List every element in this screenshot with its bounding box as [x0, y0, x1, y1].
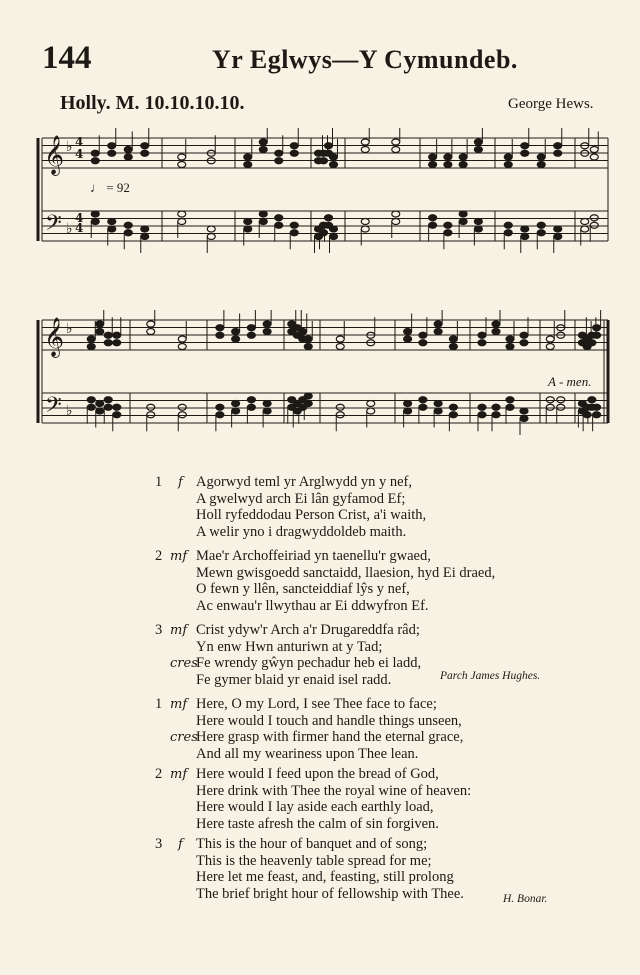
- notehead: [537, 222, 545, 228]
- notehead: [232, 329, 240, 335]
- notehead: [593, 404, 601, 410]
- dynamic-marking: f: [178, 475, 183, 490]
- flat-icon: ♭: [66, 321, 73, 337]
- notehead: [178, 211, 186, 217]
- notehead: [263, 401, 271, 407]
- notehead: [108, 143, 116, 149]
- notehead: [247, 397, 255, 403]
- notehead: [141, 150, 149, 156]
- notehead: [459, 154, 467, 160]
- notehead: [87, 404, 95, 410]
- notehead: [434, 401, 442, 407]
- notehead: [537, 154, 545, 160]
- notehead: [207, 234, 215, 240]
- notehead: [449, 404, 457, 410]
- notehead: [588, 340, 596, 346]
- notehead: [590, 147, 598, 153]
- notehead: [404, 329, 412, 335]
- notehead: [429, 154, 437, 160]
- notehead: [141, 226, 149, 232]
- verse-line: A gwelwyd arch Ei lân gyfamod Ef;: [196, 490, 406, 507]
- notehead: [275, 222, 283, 228]
- notehead: [216, 332, 224, 338]
- notehead: [178, 344, 186, 350]
- notehead: [299, 329, 307, 335]
- notehead: [492, 321, 500, 327]
- notehead: [108, 219, 116, 225]
- notehead: [593, 332, 601, 338]
- notehead: [104, 340, 112, 346]
- verse-line: A welir yno i dragwyddoldeb maith.: [196, 523, 407, 540]
- notehead: [434, 329, 442, 335]
- notehead: [504, 222, 512, 228]
- notehead: [330, 154, 338, 160]
- english-attribution: H. Bonar.: [503, 893, 548, 905]
- notehead: [429, 162, 437, 168]
- notehead: [124, 147, 132, 153]
- amen-text: A - men.: [548, 374, 592, 389]
- notehead: [521, 150, 529, 156]
- flat-icon: ♭: [66, 403, 73, 419]
- notehead: [506, 404, 514, 410]
- notehead: [478, 332, 486, 338]
- verse-line: O fewn y llên, sancteiddiaf lŷs y nef,: [196, 581, 410, 597]
- notehead: [554, 226, 562, 232]
- notehead: [361, 139, 369, 145]
- notehead: [474, 139, 482, 145]
- notehead: [304, 336, 312, 342]
- notehead: [590, 154, 598, 160]
- notehead: [87, 344, 95, 350]
- notehead: [259, 147, 267, 153]
- verse-line: Here would I lay aside each earthly load,: [196, 799, 434, 815]
- notehead: [216, 412, 224, 418]
- verse-number: 3: [155, 836, 163, 852]
- notehead: [207, 226, 215, 232]
- notehead: [392, 147, 400, 153]
- notehead: [504, 230, 512, 236]
- verse-number: 3: [155, 622, 163, 638]
- verse-line: Holl ryfeddodau Person Crist, a'i waith,: [196, 507, 427, 523]
- notehead: [581, 226, 589, 232]
- notehead: [546, 344, 554, 350]
- verse-line: This is the hour of banquet and of song;: [196, 836, 428, 852]
- notehead: [124, 222, 132, 228]
- notehead: [232, 401, 240, 407]
- notehead: [361, 226, 369, 232]
- notehead: [593, 325, 601, 331]
- notehead: [178, 162, 186, 168]
- notehead: [361, 147, 369, 153]
- notehead: [429, 222, 437, 228]
- notehead: [506, 336, 514, 342]
- notehead: [178, 154, 186, 160]
- notehead: [434, 321, 442, 327]
- notehead: [367, 408, 375, 414]
- notehead: [275, 158, 283, 164]
- dynamic-marking: f: [178, 837, 183, 852]
- notehead: [325, 215, 333, 221]
- notehead: [506, 397, 514, 403]
- notehead: [178, 219, 186, 225]
- notehead: [581, 219, 589, 225]
- notehead: [330, 234, 338, 240]
- verse-line: Ac enwau'r llwythau ar Ei ddwyfron Ef.: [196, 597, 429, 614]
- notehead: [478, 404, 486, 410]
- notehead: [244, 162, 252, 168]
- notehead: [320, 230, 328, 236]
- notehead: [304, 344, 312, 350]
- verse-number: 2: [155, 766, 163, 782]
- notehead: [392, 211, 400, 217]
- notehead: [259, 211, 267, 217]
- notehead: [492, 329, 500, 335]
- notehead: [91, 211, 99, 217]
- notehead: [290, 143, 298, 149]
- notehead: [104, 397, 112, 403]
- notehead: [336, 412, 344, 418]
- verse-line: This is the heavenly table spread for me;: [196, 852, 432, 869]
- notehead: [244, 219, 252, 225]
- notehead: [588, 397, 596, 403]
- notehead: [244, 226, 252, 232]
- notehead: [444, 230, 452, 236]
- dynamic-marking: mf: [170, 767, 188, 782]
- verse-number: 2: [155, 548, 163, 564]
- notehead: [178, 336, 186, 342]
- notehead: [504, 162, 512, 168]
- notehead: [290, 230, 298, 236]
- notehead: [554, 150, 562, 156]
- notehead: [459, 219, 467, 225]
- notehead: [147, 321, 155, 327]
- notehead: [141, 234, 149, 240]
- notehead: [590, 215, 598, 221]
- page-title: Yr Eglwys—Y Cymundeb.: [212, 45, 518, 74]
- notehead: [537, 230, 545, 236]
- notehead: [474, 219, 482, 225]
- welsh-attribution: Parch James Hughes.: [440, 670, 541, 682]
- notehead: [178, 412, 186, 418]
- notehead: [474, 147, 482, 153]
- notehead: [449, 336, 457, 342]
- notehead: [520, 340, 528, 346]
- notehead: [449, 412, 457, 418]
- tune-title: Holly. M. 10.10.10.10.: [60, 92, 245, 114]
- notehead: [444, 154, 452, 160]
- notehead: [520, 332, 528, 338]
- verse-line: Mae'r Archoffeiriad yn taenellu'r gwaed,: [196, 548, 431, 564]
- notehead: [247, 332, 255, 338]
- time-signature: 4: [75, 147, 84, 161]
- notehead: [141, 143, 149, 149]
- dynamic-marking: mf: [170, 697, 188, 712]
- dynamic-marking: mf: [170, 549, 188, 564]
- notehead: [216, 404, 224, 410]
- time-signature: 4: [75, 221, 84, 235]
- notehead: [259, 139, 267, 145]
- notehead: [404, 408, 412, 414]
- bass-clef-icon: 𝄢: [45, 393, 62, 423]
- notehead: [449, 344, 457, 350]
- notehead: [104, 404, 112, 410]
- verse-line: Here would I touch and handle things unseen,: [196, 712, 462, 729]
- notehead: [444, 222, 452, 228]
- notehead: [320, 158, 328, 164]
- treble-clef-icon: 𝄞: [44, 317, 65, 357]
- tempo-marking: ♩ = 92: [90, 180, 130, 195]
- notehead: [404, 336, 412, 342]
- notehead: [96, 408, 104, 414]
- notehead: [96, 321, 104, 327]
- bass-clef-icon: 𝄢: [45, 211, 62, 241]
- notehead: [259, 219, 267, 225]
- notehead: [87, 397, 95, 403]
- notehead: [336, 336, 344, 342]
- notehead: [492, 412, 500, 418]
- notehead: [275, 215, 283, 221]
- time-signature: 4: [75, 135, 84, 149]
- notehead: [419, 340, 427, 346]
- notehead: [91, 219, 99, 225]
- notehead: [392, 219, 400, 225]
- notehead: [521, 234, 529, 240]
- notehead: [244, 154, 252, 160]
- flat-icon: ♭: [66, 221, 73, 237]
- notehead: [124, 230, 132, 236]
- notehead: [247, 404, 255, 410]
- page-number: 144: [42, 40, 92, 76]
- verse-line: Here taste afresh the calm of sin forgiven.: [196, 815, 439, 832]
- notehead: [263, 321, 271, 327]
- notehead: [108, 226, 116, 232]
- verse-line: Mewn gwisgoedd sanctaidd, llaesion, hyd Ei draed,: [196, 564, 496, 581]
- verse-line: Yn enw Hwn anturiwn at y Tad;: [196, 638, 383, 655]
- notehead: [546, 397, 554, 403]
- notehead: [275, 150, 283, 156]
- dynamic-marking: mf: [170, 623, 188, 638]
- composer: George Hews.: [508, 96, 594, 112]
- line-dynamic-marking: cres: [170, 656, 198, 671]
- notehead: [434, 408, 442, 414]
- notehead: [263, 408, 271, 414]
- notehead: [554, 143, 562, 149]
- notehead: [232, 336, 240, 342]
- notehead: [593, 412, 601, 418]
- notehead: [304, 393, 312, 399]
- notehead: [404, 401, 412, 407]
- notehead: [520, 408, 528, 414]
- notehead: [216, 325, 224, 331]
- notehead: [113, 404, 121, 410]
- notehead: [521, 226, 529, 232]
- notehead: [113, 332, 121, 338]
- notehead: [96, 401, 104, 407]
- notehead: [124, 154, 132, 160]
- notehead: [419, 332, 427, 338]
- notehead: [263, 329, 271, 335]
- verse-line: The brief bright hour of fellowship with Thee.: [196, 885, 464, 902]
- notehead: [474, 226, 482, 232]
- notehead: [521, 143, 529, 149]
- notehead: [504, 154, 512, 160]
- verse-line: Crist ydyw'r Arch a'r Drugareddfa râd;: [196, 622, 420, 638]
- time-signature: 4: [75, 211, 84, 225]
- notehead: [557, 397, 565, 403]
- notehead: [546, 404, 554, 410]
- notehead: [147, 329, 155, 335]
- notehead: [537, 162, 545, 168]
- notehead: [583, 412, 591, 418]
- notehead: [492, 404, 500, 410]
- notehead: [108, 150, 116, 156]
- notehead: [325, 143, 333, 149]
- notehead: [147, 404, 155, 410]
- verse-line: Here would I feed upon the bread of God,: [196, 766, 439, 782]
- notehead: [104, 332, 112, 338]
- notehead: [546, 336, 554, 342]
- verse-line: Here drink with Thee the royal wine of heaven:: [196, 782, 472, 799]
- verse-number: 1: [155, 696, 163, 712]
- notehead: [478, 412, 486, 418]
- verse-line: Here, O my Lord, I see Thee face to face;: [196, 696, 437, 712]
- notehead: [290, 150, 298, 156]
- treble-clef-icon: 𝄞: [44, 135, 65, 175]
- notehead: [419, 397, 427, 403]
- verse-line: Fe wrendy gŵyn pechadur heb ei ladd,: [196, 655, 422, 671]
- line-dynamic-marking: cres: [170, 730, 198, 745]
- notehead: [304, 401, 312, 407]
- notehead: [336, 404, 344, 410]
- notehead: [478, 340, 486, 346]
- verse-line: Agorwyd teml yr Arglwydd yn y nef,: [196, 474, 412, 490]
- notehead: [336, 344, 344, 350]
- flat-icon: ♭: [66, 139, 73, 155]
- notehead: [444, 162, 452, 168]
- notehead: [330, 162, 338, 168]
- notehead: [367, 401, 375, 407]
- notehead: [361, 219, 369, 225]
- notehead: [554, 234, 562, 240]
- notehead: [232, 408, 240, 414]
- verse-number: 1: [155, 474, 163, 490]
- notehead: [91, 150, 99, 156]
- notehead: [330, 226, 338, 232]
- notehead: [87, 336, 95, 342]
- notehead: [91, 158, 99, 164]
- notehead: [506, 344, 514, 350]
- notehead: [557, 404, 565, 410]
- notehead: [392, 139, 400, 145]
- verse-line: Fe gymer blaid yr enaid isel radd.: [196, 671, 392, 688]
- notehead: [459, 211, 467, 217]
- notehead: [419, 404, 427, 410]
- notehead: [113, 340, 121, 346]
- verse-line: And all my weariness upon Thee lean.: [196, 745, 419, 762]
- notehead: [459, 162, 467, 168]
- notehead: [96, 329, 104, 335]
- verse-line: Here grasp with firmer hand the eternal grace,: [196, 729, 464, 745]
- notehead: [247, 325, 255, 331]
- notehead: [113, 412, 121, 418]
- notehead: [520, 416, 528, 422]
- notehead: [290, 222, 298, 228]
- notehead: [590, 222, 598, 228]
- notehead: [178, 404, 186, 410]
- notehead: [429, 215, 437, 221]
- notehead: [147, 412, 155, 418]
- verse-line: Here let me feast, and, feasting, still prolong: [196, 869, 454, 885]
